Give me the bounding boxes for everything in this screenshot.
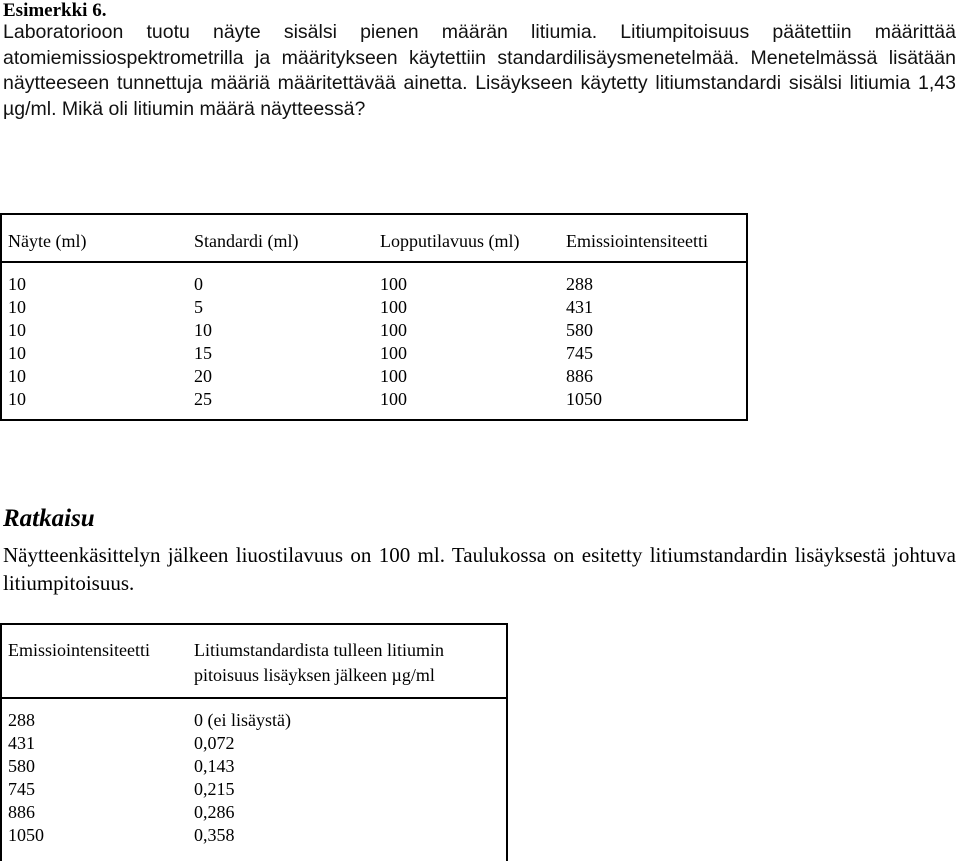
solution-heading: Ratkaisu [3,505,95,532]
table-row [2,342,746,365]
table-cell: 745 [566,343,593,363]
header-lithium-line2: pitoisuus lisäyksen jälkeen µg/ml [194,665,435,685]
table-cell: 10 [8,366,26,386]
table-row [2,319,746,342]
table-cell: 100 [380,297,407,317]
table-cell: 886 [566,366,593,386]
table-cell: 580 [8,756,35,776]
table-cell: 15 [194,343,212,363]
table-cell: 0,072 [194,733,235,753]
table-row [2,732,506,755]
table-row [2,365,746,388]
table-header-row [2,625,506,699]
table-cell: 10 [8,389,26,409]
header-standard: Standardi (ml) [194,231,299,251]
measurement-table [0,213,748,421]
header-lithium-line1: Litiumstandardista tulleen litiumin [194,640,444,660]
header-emission: Emissiointensiteetti [8,640,150,660]
header-emission: Emissiointensiteetti [566,231,708,251]
header-sample: Näyte (ml) [8,231,87,251]
table-cell: 431 [8,733,35,753]
table-cell: 100 [380,343,407,363]
table-cell: 1050 [8,825,44,845]
table-cell: 886 [8,802,35,822]
table-cell: 580 [566,320,593,340]
table-row [2,824,506,847]
table-cell: 288 [566,274,593,294]
table-cell: 1050 [566,389,602,409]
table-cell: 5 [194,297,203,317]
table-cell: 10 [8,274,26,294]
concentration-table [0,623,508,861]
table-cell: 10 [8,343,26,363]
table-cell: 0,286 [194,802,235,822]
table-cell: 0 (ei lisäystä) [194,710,291,730]
table-cell: 0,215 [194,779,235,799]
table-cell: 0,143 [194,756,235,776]
problem-paragraph: Laboratorioon tuotu näyte sisälsi pienen määrän litiumia. Litiumpitoisuus päätettiin määrittää atomiemissiospektrometrilla ja määritykseen käytettiin standardilisäysmenetelmää. Menetelmässä lisätään näytteeseen tunnettuja määriä määritettävää ainetta. Lisäykseen käytetty litiumstandardi sisälsi litiumia 1,43 µg/ml. Mikä oli litiumin määrä näytteessä? [3,21,956,120]
table-cell: 745 [8,779,35,799]
table-cell: 10 [8,297,26,317]
table-row [2,755,506,778]
table-row [2,778,506,801]
solution-paragraph: Näytteenkäsittelyn jälkeen liuostilavuus on 100 ml. Taulukossa on esitetty litiumstandardin lisäyksestä johtuva litiumpitoisuus. [3,543,956,595]
table-row [2,296,746,319]
table-cell: 431 [566,297,593,317]
table-cell: 0 [194,274,203,294]
table-header-row [2,215,746,263]
table-cell: 0,358 [194,825,235,845]
table-cell: 100 [380,320,407,340]
table-cell: 25 [194,389,212,409]
header-final-volume: Lopputilavuus (ml) [380,231,520,251]
table-row [2,801,506,824]
table-cell: 100 [380,274,407,294]
table-row [2,273,746,296]
table-row [2,388,746,411]
table-cell: 288 [8,710,35,730]
table-cell: 20 [194,366,212,386]
table-row [2,709,506,732]
table-cell: 10 [8,320,26,340]
table-cell: 100 [380,366,407,386]
table-cell: 10 [194,320,212,340]
table-cell: 100 [380,389,407,409]
example-heading: Esimerkki 6. [3,0,107,21]
